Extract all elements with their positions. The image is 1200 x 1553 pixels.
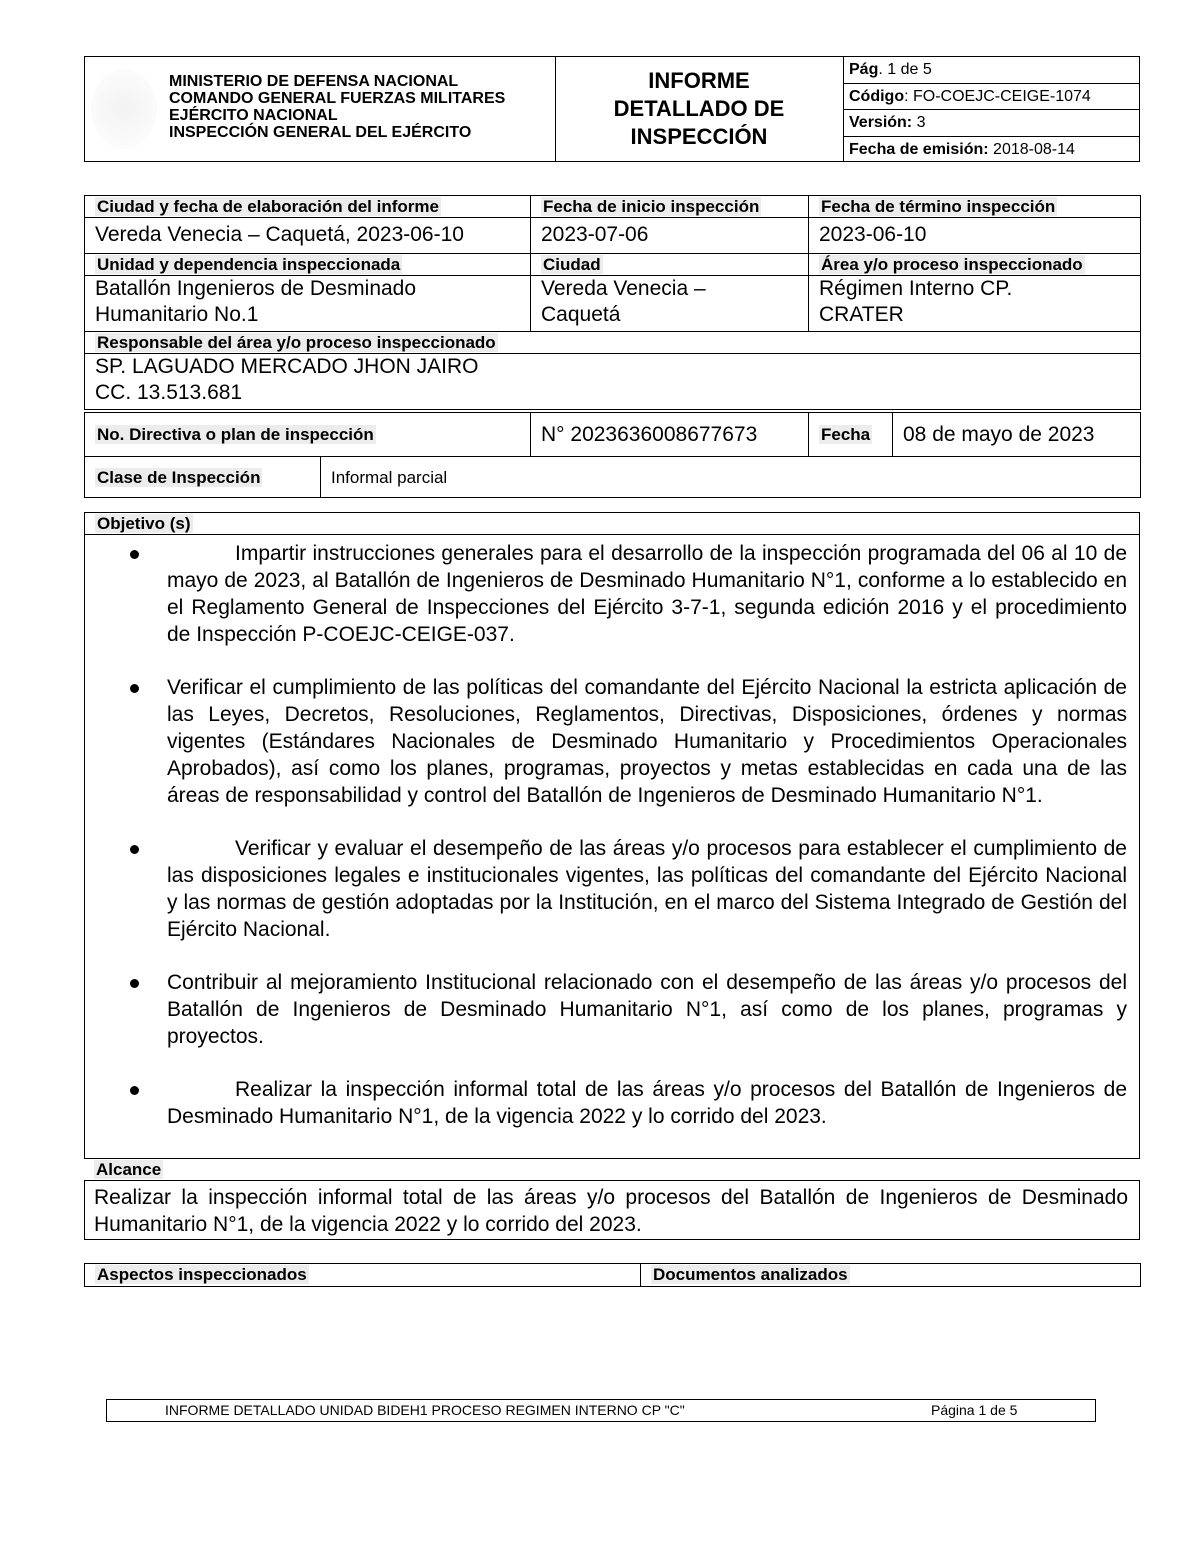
document-title: INFORME DETALLADO DE INSPECCIÓN	[613, 68, 785, 149]
area-label: Área y/o proceso inspeccionado	[821, 255, 1083, 274]
bullet-icon	[130, 1086, 139, 1095]
area-value: Régimen Interno CP. CRATER	[809, 276, 1141, 332]
org-line: MINISTERIO DE DEFENSA NACIONAL	[169, 73, 459, 90]
objectives-section	[84, 512, 1140, 1240]
objectives-list	[85, 540, 1139, 1130]
end-date-value: 2023-06-10	[809, 218, 1141, 254]
objective-item: Verificar el cumplimiento de las políticas del comandante del Ejército Nacional la estricta aplicación de las Leyes, Decretos, Resoluciones, Reglamentos, Directivas, Disposiciones, órdenes y normas vigentes (Estándares Nacionales de Desminado Humanitario y Procedimientos Operacionales Aprobados), así como los planes, programas, proyectos y metas establecidas en cada una de las áreas de responsabilidad y control del Batallón de Ingenieros de Desminado Humanitario N°1.	[167, 674, 1127, 809]
page-number-row: Pág. 1 de 5	[843, 57, 1139, 84]
bullet-icon	[130, 684, 139, 693]
bullet-icon	[130, 550, 139, 559]
document-header	[84, 56, 1140, 162]
inspection-info-table	[84, 195, 1141, 410]
responsible-name: SP. LAGUADO MERCADO JHON JAIRO	[95, 355, 479, 378]
date-label: Fecha	[821, 425, 871, 444]
city-value: Vereda Venecia – Caquetá	[531, 276, 809, 332]
directive-value: N° 2023636008677673	[531, 413, 809, 457]
org-line: COMANDO GENERAL FUERZAS MILITARES	[169, 90, 506, 107]
page-footer	[106, 1399, 1096, 1422]
end-date-label: Fecha de término inspección	[821, 197, 1056, 216]
responsible-label: Responsable del área y/o proceso inspeccionado	[97, 333, 496, 352]
organization-block	[169, 73, 505, 141]
city-label: Ciudad	[543, 255, 601, 274]
footer-page-number: Página 1 de 5	[931, 1402, 1018, 1418]
objective-item: Impartir instrucciones generales para el desarrollo de la inspección programada del 06 al 10 de mayo de 2023, al Batallón de Ingenieros de Desminado Humanitario N°1, conforme a lo establecido en el Reglamento General de Inspecciones del Ejército 3-7-1, segunda edición 2016 y el procedimiento de Inspección P-COEJC-CEIGE-037.	[167, 540, 1127, 648]
start-date-label: Fecha de inicio inspección	[543, 197, 760, 216]
code-row: Código: FO-COEJC-CEIGE-1074	[843, 84, 1139, 111]
responsible-value	[85, 354, 1141, 410]
start-date-value: 2023-07-06	[531, 218, 809, 254]
aspects-label: Aspectos inspeccionados	[97, 1265, 307, 1284]
unit-label: Unidad y dependencia inspeccionada	[97, 255, 401, 274]
responsible-id: CC. 13.513.681	[95, 381, 243, 404]
objective-item: Verificar y evaluar el desempeño de las áreas y/o procesos para establecer el cumplimiento de las disposiciones legales e institucionales vigentes, las políticas del comandante del Ejército Nacional y las normas de gestión adoptadas por la Institución, en el marco del Sistema Integrado de Gestión del Ejército Nacional.	[167, 835, 1127, 943]
documents-label: Documentos analizados	[653, 1265, 848, 1284]
bullet-icon	[130, 845, 139, 854]
scope-text: Realizar la inspección informal total de las áreas y/o procesos del Batallón de Ingenieros de Desminado Humanitario N°1, de la vigencia 2022 y lo corrido del 2023.	[94, 1186, 1128, 1236]
class-label: Clase de Inspección	[97, 467, 261, 487]
directive-table	[84, 412, 1141, 457]
org-line: INSPECCIÓN GENERAL DEL EJÉRCITO	[169, 124, 472, 141]
scope-header	[84, 1158, 1140, 1181]
objective-item: Realizar la inspección informal total de las áreas y/o procesos del Batallón de Ingenieros de Desminado Humanitario N°1, de la vigencia 2022 y lo corrido del 2023.	[167, 1076, 1127, 1130]
inspection-class-table	[84, 456, 1141, 498]
bullet-icon	[130, 979, 139, 988]
directive-label: No. Directiva o plan de inspección	[97, 425, 374, 444]
date-value: 08 de mayo de 2023	[893, 413, 1141, 457]
class-value: Informal parcial	[321, 457, 1141, 498]
version-row: Versión: 3	[843, 110, 1139, 137]
emission-date-row: Fecha de emisión: 2018-08-14	[849, 140, 1075, 158]
aspects-table	[84, 1263, 1141, 1287]
objectives-label: Objetivo (s)	[97, 514, 191, 533]
unit-value: Batallón Ingenieros de Desminado Humanitario No.1	[85, 276, 531, 332]
org-line: EJÉRCITO NACIONAL	[169, 107, 338, 124]
header-meta-cell	[843, 57, 1139, 161]
objective-item: Contribuir al mejoramiento Institucional relacionado con el desempeño de las áreas y/o procesos del Batallón de Ingenieros de Desminado Humanitario N°1, así como de los planes, programas y proyectos.	[167, 969, 1127, 1050]
city-date-label: Ciudad y fecha de elaboración del informe	[97, 197, 439, 216]
header-title-cell	[555, 57, 844, 161]
scope-label: Alcance	[96, 1160, 162, 1179]
header-org-cell	[85, 57, 556, 161]
city-date-value: Vereda Venecia – Caquetá, 2023-06-10	[85, 218, 531, 254]
emblem-watermark	[91, 69, 157, 149]
footer-report-title: INFORME DETALLADO UNIDAD BIDEH1 PROCESO REGIMEN INTERNO CP "C"	[165, 1402, 685, 1418]
